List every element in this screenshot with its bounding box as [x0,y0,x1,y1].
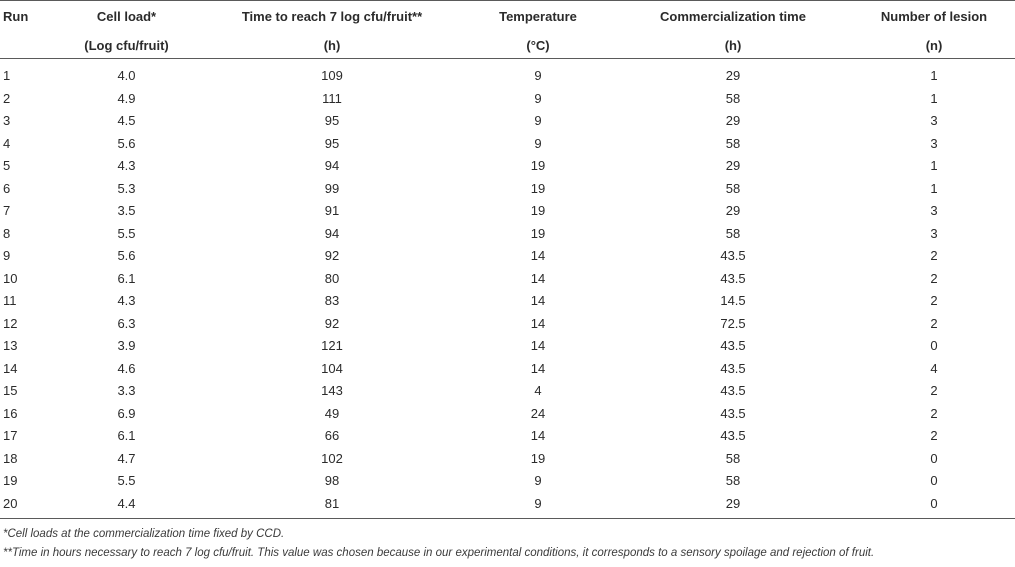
cell-temperature: 9 [463,493,613,519]
cell-run: 7 [3,203,11,218]
cell-cell-load: 5.6 [117,248,136,263]
cell-commercialization-time: 58 [725,473,741,488]
cell-cell-load: 5.5 [117,473,136,488]
cell-number-of-lesion: 2 [930,293,938,308]
header-temperature-unit: (°C) [463,33,613,59]
table-row [0,493,1015,519]
header-run-unit [0,33,52,59]
cell-commercialization-time: 29 [613,493,853,519]
cell-run: 15 [3,383,18,398]
cell-time-to-reach: 121 [321,338,343,353]
table-row [0,88,1015,111]
cell-commercialization-time: 43.5 [720,405,746,421]
table-row [0,358,1015,381]
table-row [0,448,1015,471]
cell-commercialization-time: 29 [725,68,741,83]
cell-number-of-lesion: 2 [930,383,938,398]
cell-commercialization-time: 14.5 [720,293,746,308]
cell-time-to-reach: 94 [324,158,340,173]
cell-time-to-reach: 109 [321,68,343,83]
cell-commercialization-time: 29 [725,158,741,173]
cell-commercialization-time: 43.5 [720,338,746,353]
header-row-main [0,1,1015,34]
cell-run: 18 [3,450,18,466]
cell-time-to-reach: 102 [321,450,343,466]
cell-cell-load: 3.9 [117,338,136,353]
cell-run: 13 [3,338,18,353]
table-row [0,290,1015,313]
table-row [0,245,1015,268]
cell-number-of-lesion: 2 [930,428,938,443]
cell-commercialization-time: 58 [725,225,741,241]
cell-number-of-lesion: 1 [930,180,938,196]
cell-cell-load: 3.3 [117,383,136,398]
cell-run: 9 [3,248,11,263]
table-row [0,335,1015,358]
cell-commercialization-time: 43.5 [720,383,746,398]
table-row [0,268,1015,291]
cell-number-of-lesion: 3 [930,113,938,128]
cell-run: 12 [3,315,18,331]
cell-number-of-lesion: 2 [930,405,938,421]
cell-run: 14 [3,360,18,376]
cell-run: 1 [3,68,11,83]
cell-commercialization-time: 72.5 [720,315,746,331]
cell-number-of-lesion: 2 [930,315,938,331]
cell-commercialization-time: 58 [725,90,741,106]
cell-temperature: 9 [534,135,542,151]
cell-time-to-reach: 94 [324,225,340,241]
cell-time-to-reach: 95 [324,135,340,151]
cell-commercialization-time: 58 [725,180,741,196]
cell-run: 11 [3,293,17,308]
header-temperature: Temperature [463,1,613,34]
cell-cell-load: 4.7 [117,450,136,466]
cell-temperature: 19 [530,450,546,466]
cell-temperature: 14 [530,270,546,286]
table-row [0,425,1015,448]
table-row [0,470,1015,493]
cell-run: 17 [3,428,18,443]
cell-number-of-lesion: 1 [930,158,938,173]
cell-temperature: 14 [530,293,546,308]
cell-run: 8 [3,225,11,241]
cell-temperature: 9 [534,90,542,106]
cell-time-to-reach: 104 [321,360,343,376]
cell-cell-load: 6.1 [117,428,136,443]
table-body [0,59,1015,519]
cell-run: 5 [3,158,11,173]
table-row [0,133,1015,156]
cell-commercialization-time: 43.5 [720,248,746,263]
cell-run: 6 [3,180,11,196]
cell-temperature: 19 [530,180,546,196]
cell-number-of-lesion: 4 [930,360,938,376]
header-commercialization-unit: (h) [613,33,853,59]
cell-number-of-lesion: 0 [930,338,938,353]
footnote-time: **Time in hours necessary to reach 7 log cfu/fruit. This value was chosen because in our experimental conditions, it corresponds to a sensory spoilage and rejection of fruit. [3,547,875,559]
cell-time-to-reach: 83 [324,293,340,308]
header-run: Run [0,1,52,34]
cell-number-of-lesion: 2 [930,270,938,286]
cell-temperature: 14 [530,248,546,263]
header-time-unit: (h) [201,33,463,59]
footnote-cell-load: *Cell loads at the commercialization time fixed by CCD. [3,528,285,540]
header-time-to-reach: Time to reach 7 log cfu/fruit** [201,1,463,34]
table-row [0,223,1015,246]
header-cell-load: Cell load* [52,1,201,34]
header-lesion-unit: (n) [853,33,1015,59]
table-row [0,155,1015,178]
cell-number-of-lesion: 1 [930,68,938,83]
cell-cell-load: 4.6 [117,360,136,376]
cell-cell-load: 6.3 [117,315,136,331]
cell-time-to-reach: 91 [324,203,340,218]
cell-time-to-reach: 92 [324,248,340,263]
header-commercialization-time: Commercialization time [613,1,853,34]
footnotes [0,525,1015,563]
cell-commercialization-time: 43.5 [720,360,746,376]
cell-cell-load: 4.3 [117,158,136,173]
cell-commercialization-time: 29 [725,203,741,218]
cell-time-to-reach: 49 [324,405,340,421]
cell-cell-load: 4.0 [117,68,136,83]
table-header [0,1,1015,59]
table-row [0,403,1015,426]
header-cell-load-unit: (Log cfu/fruit) [52,33,201,59]
cell-run: 10 [3,270,18,286]
cell-temperature: 9 [534,68,542,83]
cell-number-of-lesion: 0 [853,493,1015,519]
cell-temperature: 14 [530,315,546,331]
cell-time-to-reach: 99 [324,180,340,196]
cell-temperature: 14 [530,338,546,353]
cell-time-to-reach: 98 [324,473,340,488]
cell-temperature: 14 [530,428,546,443]
cell-cell-load: 5.5 [117,225,136,241]
cell-number-of-lesion: 1 [930,90,938,106]
cell-commercialization-time: 43.5 [720,270,746,286]
cell-number-of-lesion: 3 [930,203,938,218]
cell-run: 3 [3,113,11,128]
cell-cell-load: 5.3 [117,180,136,196]
cell-temperature: 9 [534,473,542,488]
table-row [0,313,1015,336]
cell-run: 16 [3,405,18,421]
cell-temperature: 4 [534,383,542,398]
cell-run: 19 [3,473,18,488]
cell-cell-load: 4.3 [117,293,136,308]
cell-temperature: 9 [534,113,542,128]
table-row [0,59,1015,88]
cell-temperature: 14 [530,360,546,376]
cell-cell-load: 3.5 [117,203,136,218]
cell-cell-load: 4.5 [117,113,136,128]
cell-commercialization-time: 58 [725,135,741,151]
cell-temperature: 19 [530,203,546,218]
cell-number-of-lesion: 2 [930,248,938,263]
table-row [0,178,1015,201]
cell-commercialization-time: 29 [725,113,741,128]
cell-temperature: 19 [530,225,546,241]
cell-time-to-reach: 92 [324,315,340,331]
cell-temperature: 19 [530,158,546,173]
cell-time-to-reach: 81 [201,493,463,519]
cell-number-of-lesion: 0 [930,450,938,466]
cell-time-to-reach: 111 [322,90,342,106]
cell-cell-load: 6.1 [117,270,136,286]
cell-cell-load: 4.4 [52,493,201,519]
cell-number-of-lesion: 0 [930,473,938,488]
cell-number-of-lesion: 3 [930,135,938,151]
cell-run: 2 [3,90,11,106]
cell-number-of-lesion: 3 [930,225,938,241]
table-row [0,110,1015,133]
cell-time-to-reach: 143 [321,383,343,398]
cell-time-to-reach: 95 [324,113,340,128]
cell-cell-load: 6.9 [117,405,136,421]
cell-commercialization-time: 58 [725,450,741,466]
table-row [0,200,1015,223]
header-row-units [0,33,1015,59]
table-row [0,380,1015,403]
cell-temperature: 24 [530,405,546,421]
cell-time-to-reach: 80 [324,270,340,286]
cell-cell-load: 4.9 [117,90,136,106]
cell-cell-load: 5.6 [117,135,136,151]
cell-run: 4 [3,135,11,151]
header-number-of-lesion: Number of lesion [853,1,1015,34]
cell-time-to-reach: 66 [324,428,340,443]
cell-commercialization-time: 43.5 [720,428,746,443]
cell-run: 20 [0,493,52,519]
